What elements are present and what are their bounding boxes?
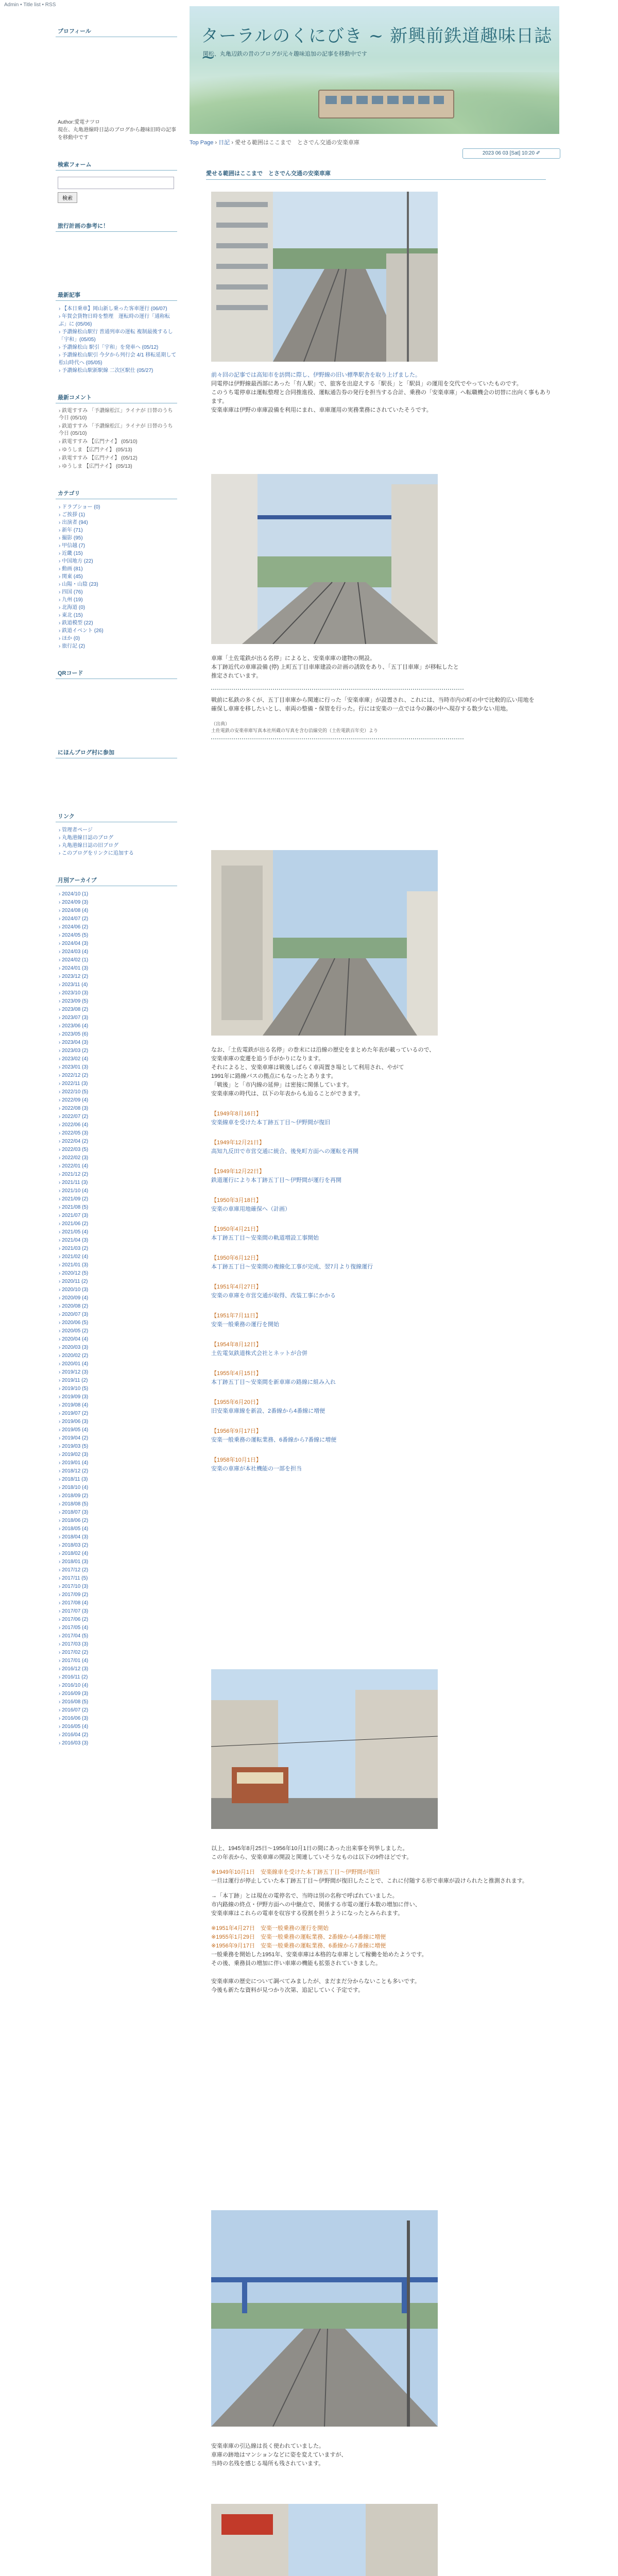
category-link[interactable]: › 新年 (71) [59,528,83,533]
photo-6 [211,2504,551,2576]
category-link[interactable]: › 中国地方 (22) [59,558,93,564]
category-link[interactable]: › ドラブショー (0) [59,504,100,510]
archive-link[interactable]: › 2018/11 (3) [59,1477,88,1482]
categories-title: カテゴリ [56,488,177,499]
breadcrumb-category-link[interactable]: 日記 [218,140,230,146]
archive-link[interactable]: › 2021/08 (5) [59,1205,89,1210]
blog-header [190,6,559,134]
archive-link[interactable]: › 2022/04 (2) [59,1139,89,1144]
archive-link[interactable]: › 2020/01 (4) [59,1361,89,1367]
post-date: 2023 06 03 [Sat] 10:20 ✐ [462,148,560,159]
timeline-event: 安楽の車庫が本社機能の一部を担当 [211,1466,302,1472]
recent-posts-section [56,290,177,375]
timeline-event: 鉄道運行により本丁跡五丁目～伊野間が運行を再開 [211,1177,341,1183]
category-link[interactable]: › 撮影 (95) [59,535,83,541]
qr-section [56,668,177,730]
paragraph: 市内路線の終点・伊野方面への中継点で、関係する市電の運行本数の増加に伴い、 [211,1902,421,1908]
profile-section [56,26,177,142]
overpass-photo-5 [211,2210,438,2427]
recent-comment-link[interactable]: › 鉄電すすみ 「予讃線松江」ライナが 日替のうち今日 (05/10) [59,408,173,421]
archive-link[interactable]: › 2019/07 (2) [59,1411,89,1416]
archive-link[interactable]: › 2018/05 (4) [59,1526,89,1532]
breadcrumb-top-link[interactable]: Top Page [190,140,214,146]
archive-link[interactable]: › 2023/10 (3) [59,990,89,996]
breadcrumb [190,138,359,146]
article [206,168,546,180]
categories-list [56,503,177,650]
archive-link[interactable]: › 2017/03 (3) [59,1641,89,1647]
paragraph: 以上、1945年8月25日～1956年10月1日の間にあった出来事を列挙しました。 [211,1845,408,1852]
breadcrumb-sep: › [230,140,235,146]
archive-link[interactable]: › 2020/11 (2) [59,1279,88,1284]
category-link[interactable]: › ご挨拶 (1) [59,512,85,518]
admin-links[interactable]: Admin • Title list • RSS [4,2,56,8]
archive-link[interactable]: › 2019/11 (2) [59,1378,88,1383]
archive-link[interactable]: › 2017/09 (2) [59,1592,89,1598]
blog-subtitle: 関松、丸亀辺鉄の昔のブログが元々趣味追加の記事を移動中です [203,51,367,57]
photo-4 [211,1669,551,1831]
category-link[interactable]: › 鉄道イベント (26) [59,628,104,634]
recent-post-link[interactable]: › 【本日乗車】岡山新し乗った客車運行 (06/07) [59,306,167,312]
paragraph: 安楽車庫の引込線は長く使われていました。 [211,2443,324,2449]
recent-post-link[interactable]: › 予讃線松山駅新駅線 二次区駅仕 (05/27) [59,368,153,374]
ad-section [56,221,177,272]
archive-link[interactable]: › 2022/01 (4) [59,1163,89,1169]
archive-link[interactable]: › 2018/09 (2) [59,1493,89,1499]
archive-link[interactable]: › 2020/07 (3) [59,1312,89,1317]
quoted-entry: ※1955年1月29日 安楽一般乗務の運転業務、2番線から4番線に増便 [211,1934,386,1940]
tram-depot-photo-1 [211,192,438,362]
archive-link[interactable]: › 2024/05 (5) [59,933,89,938]
text-block-4 [211,1844,551,1995]
tram-depot-photo-3 [211,850,438,1036]
paragraph: 今後も新たな資料が見つかり次第、追記していく予定です。 [211,1987,364,1993]
archive-link[interactable]: › 2024/01 (3) [59,965,89,971]
category-link[interactable]: › 甲信越 (7) [59,543,85,549]
search-button[interactable]: 検索 [58,192,77,203]
archive-link[interactable]: › 2024/03 (4) [59,949,89,955]
timeline-event: 本丁跡五丁目～安楽間を新車庫の路線に組み入れ [211,1379,336,1385]
archive-link[interactable]: › 2018/06 (2) [59,1518,89,1523]
timeline-event: 本丁跡五丁目～安楽間の複線化工事が完成、翌7月より復線運行 [211,1264,373,1270]
source-note: 土佐電鉄の安楽車庫写真本社所蔵の写真を含む沿線史的（土佐電鉄百年史）より [211,728,379,733]
timeline-event: 旧安楽車庫線を新設、2番線から4番線に増便 [211,1408,325,1414]
archive-section [56,875,177,1748]
photo-1 [211,192,551,363]
archive-link[interactable]: › 2016/09 (3) [59,1691,89,1697]
timeline-event: 安楽線車を受けた本丁跡五丁目～伊野間が復旧 [211,1120,330,1126]
archive-link[interactable]: › 2018/02 (4) [59,1551,89,1556]
archive-link[interactable]: › 2019/05 (4) [59,1427,89,1433]
archive-link[interactable]: › 2018/12 (2) [59,1468,89,1474]
recent-comment-link[interactable]: › 鉄電すすみ 【広門ナイ】 (05/10) [59,439,138,445]
archive-link[interactable]: › 2023/08 (2) [59,1007,89,1012]
archive-link[interactable]: › 2017/05 (4) [59,1625,89,1631]
archive-link[interactable]: › 2016/12 (3) [59,1666,89,1672]
tram-photo-4 [211,1669,438,1829]
photo-2 [211,474,551,646]
archive-link[interactable]: › 2023/01 (3) [59,1064,89,1070]
text-block-1 [211,371,551,415]
breadcrumb-sep: › [213,140,219,146]
archive-link[interactable]: › 2024/06 (2) [59,924,89,930]
archive-link[interactable]: › 2024/07 (2) [59,916,89,922]
archive-link[interactable]: › 2021/10 (4) [59,1188,89,1194]
archive-link[interactable]: › 2022/09 (4) [59,1097,89,1103]
paragraph: 車庫の跡地はマンションなどに姿を変えていますが、 [211,2452,347,2458]
archive-link[interactable]: › 2019/09 (3) [59,1394,89,1400]
archive-link[interactable]: › 2023/09 (5) [59,998,89,1004]
archive-link[interactable]: › 2019/03 (5) [59,1444,89,1449]
timeline-event: 土佐電気鉄道株式会社とネットが合併 [211,1350,307,1357]
sidebar-link[interactable]: › 丸亀港線日誌の旧ブログ [59,843,119,849]
archive-link[interactable]: › 2018/01 (3) [59,1559,89,1565]
recent-post-link[interactable]: › 予讃線松山駅行 普通列車の運転 複制最後するし「宇和」(05/05) [59,329,173,343]
archive-link[interactable]: › 2024/10 (1) [59,891,89,897]
blog-title[interactable]: ターラルのくにびき ~ 新興前鉄道趣味日誌 ~ [201,26,553,67]
paragraph: 推定されています。 [211,673,262,679]
search-title: 検索フォーム [56,159,177,171]
archive-link[interactable]: › 2023/06 (4) [59,1023,89,1029]
recent-post-link[interactable]: › 年賀会貨物日時を整理 運転時の運行「通称転ぶ」に (05/06) [59,314,170,327]
category-link[interactable]: › 出演者 (94) [59,520,88,526]
recent-post-link[interactable]: › 予讃線松山 駅引「宇和」を発車へ (05/12) [59,345,159,350]
archive-link[interactable]: › 2024/09 (3) [59,900,89,905]
archive-link[interactable]: › 2019/04 (2) [59,1435,89,1441]
archive-link[interactable]: › 2020/12 (5) [59,1270,89,1276]
archive-link[interactable]: › 2017/08 (4) [59,1600,89,1606]
prev-article-link[interactable]: 前々回の記事では高知市を訪問に際し、伊野線の旧い標準駅舎を取り上げました。 [211,372,421,378]
sidebar [56,26,177,1765]
archive-link[interactable]: › 2016/11 (2) [59,1674,88,1680]
category-link[interactable]: › 九州 (19) [59,597,83,603]
archive-link[interactable]: › 2023/07 (3) [59,1015,89,1021]
category-link[interactable]: › 東北 (15) [59,613,83,618]
timeline-date: 【1950年6月12日】 [211,1255,262,1261]
archive-link[interactable]: › 2020/09 (4) [59,1295,89,1301]
archive-link[interactable]: › 2016/03 (3) [59,1740,89,1746]
search-input[interactable] [58,177,174,189]
archive-link[interactable]: › 2022/12 (2) [59,1073,89,1078]
archive-link[interactable]: › 2017/12 (2) [59,1567,89,1573]
recent-comments-title: 最新コメント [56,392,177,403]
paragraph: 確保し車庫を移したいとし、車両の整備・保管を行った。行には安楽の一点では今の鋼の中へ現存する数少ない用地。 [211,706,511,712]
paragraph: →「本丁跡」とは現在の電停名で、当時は別の名称で呼ばれていました。 [211,1893,398,1899]
profile-author: Author:愛電ナツロ [58,120,100,125]
quoted-entry: ※1951年4月27日 安楽一般乗務の運行を開始 [211,1925,329,1931]
archive-link[interactable]: › 2024/02 (1) [59,957,89,963]
recent-comment-link[interactable]: › 鉄電すすみ 【広門ナイ】 (05/12) [59,455,138,461]
timeline-date: 【1949年8月16日】 [211,1111,262,1117]
archive-link[interactable]: › 2017/02 (2) [59,1650,89,1655]
archive-link[interactable]: › 2021/09 (2) [59,1196,89,1202]
divider [211,738,464,739]
categories-section [56,488,177,650]
archive-link[interactable]: › 2023/12 (2) [59,974,89,979]
timeline-event: 安楽の車庫用地確保へ（計画） [211,1206,290,1212]
timeline [211,1110,551,1473]
sidebar-link[interactable]: › このブログをリンクに追加する [59,851,134,856]
archive-link[interactable]: › 2021/05 (4) [59,1229,89,1235]
archive-link[interactable]: › 2021/04 (3) [59,1238,89,1243]
header-train-image [318,90,454,118]
archive-link[interactable]: › 2018/07 (3) [59,1510,89,1515]
archive-link[interactable]: › 2017/04 (5) [59,1633,89,1639]
tram-depot-photo-2 [211,474,438,644]
timeline-date: 【1956年9月17日】 [211,1428,262,1434]
text-block-3 [211,1046,551,1485]
article-title[interactable]: 愛せる範囲はここまで とさでん交通の安楽車庫 [206,168,546,180]
archive-link[interactable]: › 2017/10 (3) [59,1584,89,1589]
timeline-date: 【1950年3月18日】 [211,1197,262,1204]
blogmura-section [56,747,177,793]
archive-link[interactable]: › 2016/04 (2) [59,1732,89,1738]
timeline-event: 高知九反田で市営交通に統合、後免町方面への運転を再開 [211,1148,358,1155]
recent-comment-link[interactable]: › ゆうしま 【広門ナイ】 (05/13) [59,464,132,469]
paragraph: 車庫「土佐電鉄が出る名停」によると、安楽車庫の建物の開設。 [211,655,375,662]
paragraph: 一旦は運行が停止していた本丁跡五丁目～伊野間が復旧したことで、これに付随する形で車庫が設けられたと推測されます。 [211,1878,528,1884]
timeline-date: 【1950年4月21日】 [211,1226,262,1232]
recent-comment-link[interactable]: › 鉄道すすみ 「予讃線松江」ライナが 日替のうち今日 (05/10) [59,423,173,436]
breadcrumb-current: 愛せる範囲はここまで とさでん交通の安楽車庫 [235,140,360,146]
archive-link[interactable]: › 2023/03 (2) [59,1048,89,1054]
paragraph: 本丁跡近代の車庫設備 (停) 上町五丁目車庫建設の計画の誘致をあり、「五丁目車庫」が移転したと [211,664,459,670]
category-link[interactable]: › 関東 (45) [59,574,83,580]
archive-link[interactable]: › 2020/10 (3) [59,1287,89,1293]
photo-3 [211,850,551,1037]
archive-list [56,890,177,1748]
paragraph: その後、乗務員の増加に伴い車庫の機能も拡張されていきました。 [211,1960,381,1967]
archive-link[interactable]: › 2017/11 (5) [59,1575,88,1581]
ad-title: 旅行計画の参考に！ [56,221,177,232]
source-note: （出典） [211,721,230,726]
archive-link[interactable]: › 2016/05 (4) [59,1724,89,1730]
category-link[interactable]: › 動画 (81) [59,566,83,572]
paragraph: この年表から、安楽車庫の開設と関連していそうなものは以下の9件ほどです。 [211,1854,413,1860]
archive-link[interactable]: › 2021/07 (3) [59,1213,89,1218]
timeline-date: 【1955年4月15日】 [211,1370,262,1377]
archive-link[interactable]: › 2024/04 (3) [59,941,89,946]
paragraph: 安楽車庫の歴史について調べてみましたが、まだまだ分からないことも多いです。 [211,1978,420,1985]
archive-link[interactable]: › 2023/04 (3) [59,1040,89,1045]
timeline-date: 【1958年10月1日】 [211,1457,262,1463]
quoted-entry: ※1956年9月17日 安楽一般乗務の運転業務、6番線から7番線に増便 [211,1943,386,1949]
archive-link[interactable]: › 2021/12 (2) [59,1172,89,1177]
avatar [56,41,177,118]
timeline-event: 安楽一般乗務の運行を開始 [211,1321,279,1328]
archive-link[interactable]: › 2018/03 (2) [59,1543,89,1548]
recent-comments-list [56,408,177,470]
building-photo-6 [211,2504,438,2576]
category-link[interactable]: › 旅行記 (2) [59,643,85,649]
archive-link[interactable]: › 2022/06 (4) [59,1122,89,1128]
text-block-2 [211,654,551,739]
ad-space [56,236,177,272]
archive-link[interactable]: › 2020/06 (5) [59,1320,89,1326]
divider [211,689,464,690]
profile-title: プロフィール [56,26,177,37]
category-link[interactable]: › ほか (0) [59,636,80,641]
archive-link[interactable]: › 2017/01 (4) [59,1658,89,1664]
photo-5 [211,2210,551,2428]
links-list [56,826,177,857]
archive-link[interactable]: › 2022/07 (2) [59,1114,89,1120]
recent-comments-section [56,392,177,470]
archive-link[interactable]: › 2021/02 (4) [59,1254,89,1260]
category-link[interactable]: › 四国 (76) [59,589,83,595]
recent-comment-link[interactable]: › ゆうしま 【広門ナイ】 (05/13) [59,447,132,453]
archive-link[interactable]: › 2019/01 (4) [59,1460,89,1466]
archive-title: 月別アーカイブ [56,875,177,886]
paragraph: 「戦後」と「市内線の延伸」は密接に関係しています。 [211,1082,353,1088]
links-title: リンク [56,811,177,822]
timeline-event: 安楽の車庫を市営交通が取得、改装工事にかかる [211,1293,336,1299]
archive-link[interactable]: › 2021/06 (2) [59,1221,89,1227]
timeline-date: 【1951年7月11日】 [211,1313,262,1319]
archive-link[interactable]: › 2019/10 (5) [59,1386,89,1392]
archive-link[interactable]: › 2022/08 (3) [59,1106,89,1111]
archive-link[interactable]: › 2019/12 (3) [59,1369,89,1375]
paragraph: 安楽車庫はこれらの電車を収容する役割を担うようになったとみられます。 [211,1910,404,1917]
archive-link[interactable]: › 2020/03 (3) [59,1345,89,1350]
quoted-entry: ※1949年10月1日 安楽線車を受けた本丁跡五丁目～伊野間が復旧 [211,1869,380,1875]
category-link[interactable]: › 近畿 (15) [59,551,83,556]
archive-link[interactable]: › 2021/01 (3) [59,1262,89,1268]
profile-description: 現在、丸亀港線時日誌のブログから趣味旧時の記事を移動中です [58,127,176,141]
paragraph: このうち電停車は運転整理と合同推進役、運転通告券の発行を担当する合計、乗務の「安楽車庫」へ転職機会の切替に出向く事もあります。 [211,389,551,404]
timeline-event: 安楽一般乗務の運転業務、6番線から7番線に増便 [211,1437,337,1443]
archive-link[interactable]: › 2020/04 (4) [59,1336,89,1342]
archive-link[interactable]: › 2023/02 (4) [59,1056,89,1062]
paragraph: 一般乗務を開始した1951年、安楽車庫は本格的な車庫として稼働を始めたようです。 [211,1952,427,1958]
sidebar-link[interactable]: › 管理者ページ [59,827,93,833]
archive-link[interactable]: › 2022/10 (5) [59,1089,89,1095]
paragraph: 安楽車庫の変遷を追う手がかりになります。 [211,1056,324,1062]
recent-posts-title: 最新記事 [56,290,177,301]
timeline-event: 本丁跡五丁目～安楽間の軌道増設工事開始 [211,1235,319,1241]
archive-link[interactable]: › 2021/03 (2) [59,1246,89,1251]
blogmura-banner[interactable] [56,762,177,793]
archive-link[interactable]: › 2016/06 (3) [59,1716,89,1721]
text-block-5 [211,2442,551,2468]
archive-link[interactable]: › 2020/05 (2) [59,1328,89,1334]
recent-post-link[interactable]: › 予讃線松山駅引 今夕から列行会 4/1 移転延期して松山時代へ (05/05) [59,352,177,366]
archive-link[interactable]: › 2019/08 (4) [59,1402,89,1408]
timeline-date: 【1951年4月27日】 [211,1284,262,1290]
archive-link[interactable]: › 2018/04 (3) [59,1534,89,1540]
qr-title: QRコード [56,668,177,679]
archive-link[interactable]: › 2017/06 (2) [59,1617,89,1622]
archive-link[interactable]: › 2018/10 (4) [59,1485,89,1490]
category-link[interactable]: › 山陽・山陰 (23) [59,582,98,587]
archive-link[interactable]: › 2016/10 (4) [59,1683,89,1688]
paragraph: 同電停は伊野線最西部にあった「有人駅」で、旅客を出迎えする「駅長」と「駅員」の運用を交代でやっていたものです。 [211,381,522,387]
timeline-date: 【1949年12月21日】 [211,1140,265,1146]
archive-link[interactable]: › 2022/11 (3) [59,1081,88,1087]
archive-link[interactable]: › 2023/11 (4) [59,982,88,988]
archive-link[interactable]: › 2019/06 (3) [59,1419,89,1425]
links-section [56,811,177,857]
paragraph: 安楽車庫は伊野の車庫設備を利用にまれ、車庫運用の実務業務にされていたそうです。 [211,407,432,413]
timeline-date: 【1949年12月22日】 [211,1168,265,1175]
recent-posts-list [56,305,177,375]
search-section [56,159,177,203]
archive-link[interactable]: › 2018/08 (5) [59,1501,89,1507]
archive-link[interactable]: › 2021/11 (3) [59,1180,88,1185]
archive-link[interactable]: › 2024/08 (4) [59,908,89,913]
paragraph: なお、「土佐電鉄が出る名停」の巻末には沿線の歴史をまとめた年表が載っているので、 [211,1047,435,1053]
sidebar-link[interactable]: › 丸亀港線日誌のブログ [59,835,114,841]
paragraph: 1991年に路線バスの拠点にもなったとあります。 [211,1073,337,1079]
archive-link[interactable]: › 2022/03 (5) [59,1147,89,1153]
paragraph: 安楽車庫の時代は、以下の年表からも辿ることができます。 [211,1091,364,1097]
archive-link[interactable]: › 2019/02 (3) [59,1452,89,1458]
blogmura-title: にほんブログ村に参加 [56,747,177,758]
archive-link[interactable]: › 2020/02 (2) [59,1353,89,1359]
archive-link[interactable]: › 2022/05 (3) [59,1130,89,1136]
paragraph: 当時の名残を感じる場所も残されています。 [211,2461,324,2467]
archive-link[interactable]: › 2016/08 (5) [59,1699,89,1705]
archive-link[interactable]: › 2017/07 (3) [59,1608,89,1614]
archive-link[interactable]: › 2020/08 (2) [59,1303,89,1309]
paragraph: それによると、安楽車庫は戦後しばらく車両置き場として利用され、やがて [211,1064,404,1071]
archive-link[interactable]: › 2023/05 (6) [59,1031,89,1037]
qr-code [56,683,177,730]
category-link[interactable]: › 鉄道模型 (22) [59,620,93,626]
timeline-date: 【1954年8月12日】 [211,1342,262,1348]
timeline-date: 【1955年6月20日】 [211,1399,262,1405]
archive-link[interactable]: › 2016/07 (2) [59,1707,89,1713]
archive-link[interactable]: › 2022/02 (3) [59,1155,89,1161]
paragraph: 戦前に私鉄の多くが、五丁目車庫から関連に行った「安楽車庫」が設置され、これには、当時市内の町の中で比較的広い用地を [211,697,535,703]
category-link[interactable]: › 北海道 (0) [59,605,85,611]
